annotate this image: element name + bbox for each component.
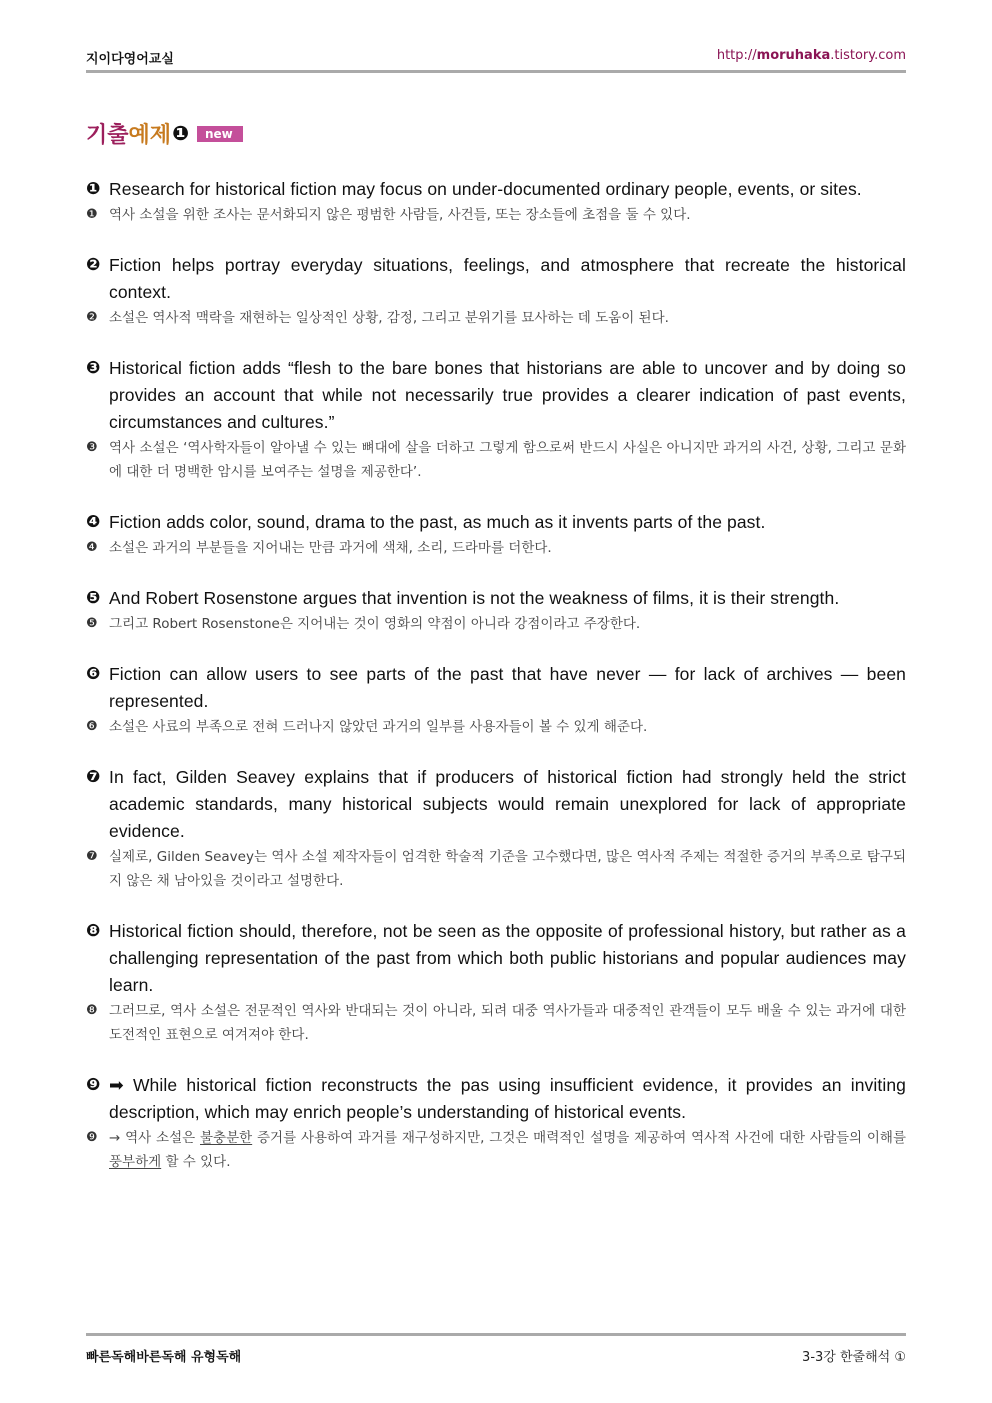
english-text: ➡ While historical fiction reconstructs the pas using insufficient evidence, it provides an inviting description, which may enrich people’s understanding of historical events. [109,1075,906,1122]
translation-number: ❻ [86,719,98,734]
translation-number: ❹ [86,540,98,555]
korean-translation [86,999,906,1047]
sentence-item-7 [86,764,906,893]
sentence-number: ❼ [86,767,101,787]
english-sentence [86,764,906,845]
sentence-item-8 [86,918,906,1047]
underlined-word-1: 불충분한 [200,1130,253,1146]
english-sentence [86,585,906,612]
footer-book-title: 빠른독해바른독해 유형독해 [86,1350,242,1365]
korean-text-a: → 역사 소설은 [109,1130,200,1146]
english-text: In fact, Gilden Seavey explains that if producers of historical fiction had strongly held the strict academic standards, many historical subjects would remain unexplored for lack of appropriate evidence. [109,767,906,841]
english-sentence [86,176,906,203]
korean-text: 그리고 Robert Rosenstone은 지어내는 것이 영화의 약점이 아니라 강점이라고 주장한다. [109,616,641,632]
sentence-item-1 [86,176,906,227]
sentence-number: ❹ [86,512,101,532]
translation-number: ❽ [86,1003,98,1018]
english-text: Research for historical fiction may focus on under-documented ordinary people, events, or sites. [109,179,862,199]
korean-translation [86,203,906,227]
header-divider [86,70,906,73]
page-header [86,44,906,70]
korean-text: 역사 소설을 위한 조사는 문서화되지 않은 평범한 사람들, 사건들, 또는 장소들에 초점을 둘 수 있다. [109,207,691,223]
new-badge: new [197,126,243,142]
header-title: 지이다영어교실 [86,52,174,67]
section-title-part2: 예제 [128,122,172,148]
translation-number: ❸ [86,440,98,455]
korean-text: 소설은 과거의 부분들을 지어내는 만큼 과거에 색채, 소리, 드라마를 더한다. [109,540,552,556]
english-sentence [86,918,906,999]
section-title [86,116,243,150]
korean-translation [86,306,906,330]
korean-translation [86,715,906,739]
korean-translation [86,845,906,893]
translation-number: ❼ [86,849,98,864]
sentence-number: ❷ [86,255,101,275]
sentence-number: ❺ [86,588,101,608]
sentence-number: ❸ [86,358,101,378]
header-url-suffix: .tistory.com [830,48,906,63]
sentence-item-6 [86,661,906,739]
english-sentence [86,509,906,536]
sentence-number: ❽ [86,921,101,941]
korean-text: 실제로, Gilden Seavey는 역사 소설 제작자들이 엄격한 학술적 기준을 고수했다면, 많은 역사적 주제는 적절한 증거의 부족으로 탐구되지 않은 채 남아있을 것이라고 설명한다. [109,849,906,889]
english-text: Fiction helps portray everyday situations, feelings, and atmosphere that recreate the historical context. [109,255,906,302]
english-text: Fiction adds color, sound, drama to the past, as much as it invents parts of the past. [109,512,766,532]
korean-translation [86,436,906,484]
korean-text-b: 증거를 사용하여 과거를 재구성하지만, 그것은 매력적인 설명을 제공하여 역사적 사건에 대한 사람들의 이해를 [252,1130,907,1146]
header-url-prefix: http:// [716,48,757,63]
korean-translation [86,1126,906,1174]
section-title-number: ❶ [172,121,189,145]
translation-number: ❺ [86,616,98,631]
sentence-number: ❶ [86,179,101,199]
sentence-list [86,176,906,1199]
english-text: Historical fiction should, therefore, not be seen as the opposite of professional history, but rather as a challenging representation of the past from which both public historians and popular audiences may learn. [109,921,906,995]
korean-translation [86,536,906,560]
translation-number: ❷ [86,310,98,325]
sentence-item-9 [86,1072,906,1174]
english-sentence [86,661,906,715]
sentence-number: ❾ [86,1075,101,1095]
sentence-item-3 [86,355,906,484]
translation-number: ❶ [86,207,98,222]
english-text: And Robert Rosenstone argues that invention is not the weakness of films, it is their strength. [109,588,840,608]
header-url-bold: moruhaka [756,48,831,63]
korean-text: 그러므로, 역사 소설은 전문적인 역사와 반대되는 것이 아니라, 되려 대중 역사가들과 대중적인 관객들이 모두 배울 수 있는 과거에 대한 도전적인 표현으로 여겨져야 한다. [109,1003,906,1043]
sentence-item-2 [86,252,906,330]
sentence-number: ❻ [86,664,101,684]
english-text: Fiction can allow users to see parts of the past that have never — for lack of archives — been represented. [109,664,906,711]
korean-text: 소설은 사료의 부족으로 전혀 드러나지 않았던 과거의 일부를 사용자들이 볼 수 있게 해준다. [109,719,648,735]
english-sentence [86,355,906,436]
header-url[interactable] [717,48,906,63]
english-sentence [86,1072,906,1126]
underlined-word-2: 풍부하게 [109,1154,162,1170]
translation-number: ❾ [86,1130,98,1145]
korean-translation [86,612,906,636]
korean-text: 역사 소설은 ‘역사학자들이 알아낼 수 있는 뼈대에 살을 더하고 그렇게 함으로써 반드시 사실은 아니지만 과거의 사건, 상황, 그리고 문화에 대한 더 명백한 암시를 보여주는 설명을 제공한다’. [109,440,906,480]
footer-lesson: 3-3강 한줄해석 ① [802,1350,906,1365]
section-title-part1: 기출 [86,122,129,148]
sentence-item-4 [86,509,906,560]
sentence-item-5 [86,585,906,636]
english-text: Historical fiction adds “flesh to the bare bones that historians are able to uncover and by doing so provides an account that while not necessarily true provides a clearer indication of past events, circumstances and cultures.” [109,358,906,432]
footer-divider [86,1333,906,1336]
korean-text: 소설은 역사적 맥락을 재현하는 일상적인 상황, 감정, 그리고 분위기를 묘사하는 데 도움이 된다. [109,310,669,326]
english-sentence [86,252,906,306]
korean-text-c: 할 수 있다. [161,1154,231,1170]
